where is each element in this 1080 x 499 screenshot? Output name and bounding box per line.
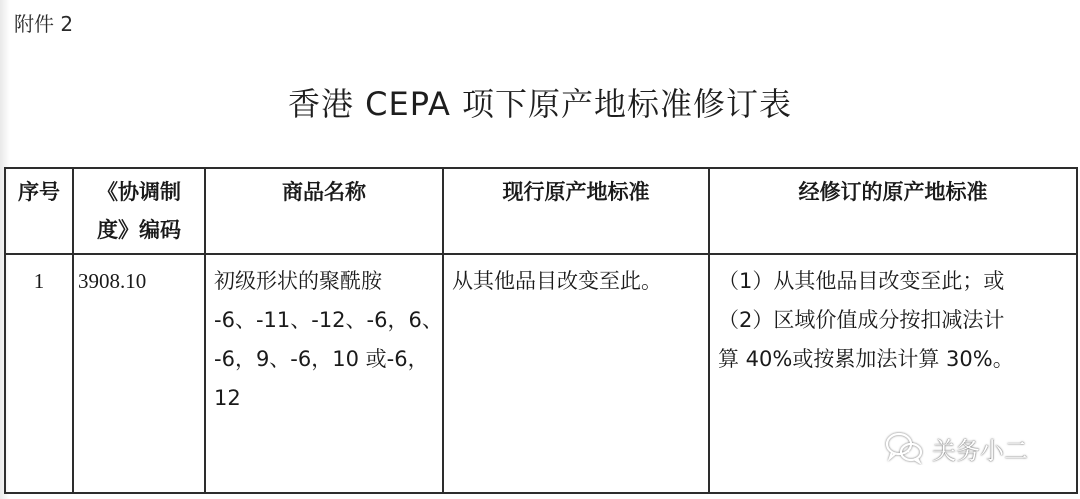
revised-standard-line: （2）区域价值成分按扣减法计 [718, 308, 1005, 332]
header-hs-code [73, 168, 205, 254]
attachment-label: 附件 2 [14, 12, 74, 36]
header-hs-code-line1: 《协调制 [97, 180, 181, 204]
revised-standard-line: 算 40%或按累加法计算 30%。 [718, 347, 1014, 371]
cell-seq: 1 [5, 254, 73, 493]
product-name-line: 12 [214, 386, 241, 410]
cell-product-name [205, 254, 443, 493]
watermark [884, 430, 1028, 466]
product-name-line: -6、-11、-12、-6，6、 [214, 308, 443, 332]
watermark-text: 关务小二 [932, 436, 1028, 465]
cell-current-standard: 从其他品目改变至此。 [443, 254, 709, 493]
header-hs-code-line2: 度》编码 [97, 218, 181, 242]
revised-standard-line: （1）从其他品目改变至此；或 [718, 269, 1005, 293]
header-seq: 序号 [5, 168, 73, 254]
document-title: 香港 CEPA 项下原产地标准修订表 [287, 85, 793, 123]
wechat-icon [884, 431, 924, 465]
header-revised-standard: 经修订的原产地标准 [709, 168, 1077, 254]
product-name-line: -6，9、-6，10 或-6， [214, 347, 429, 371]
cell-hs-code: 3908.10 [73, 254, 205, 493]
header-current-standard: 现行原产地标准 [443, 168, 709, 254]
product-name-line: 初级形状的聚酰胺 [214, 269, 382, 293]
table-header-row [5, 168, 1077, 254]
header-product-name: 商品名称 [205, 168, 443, 254]
